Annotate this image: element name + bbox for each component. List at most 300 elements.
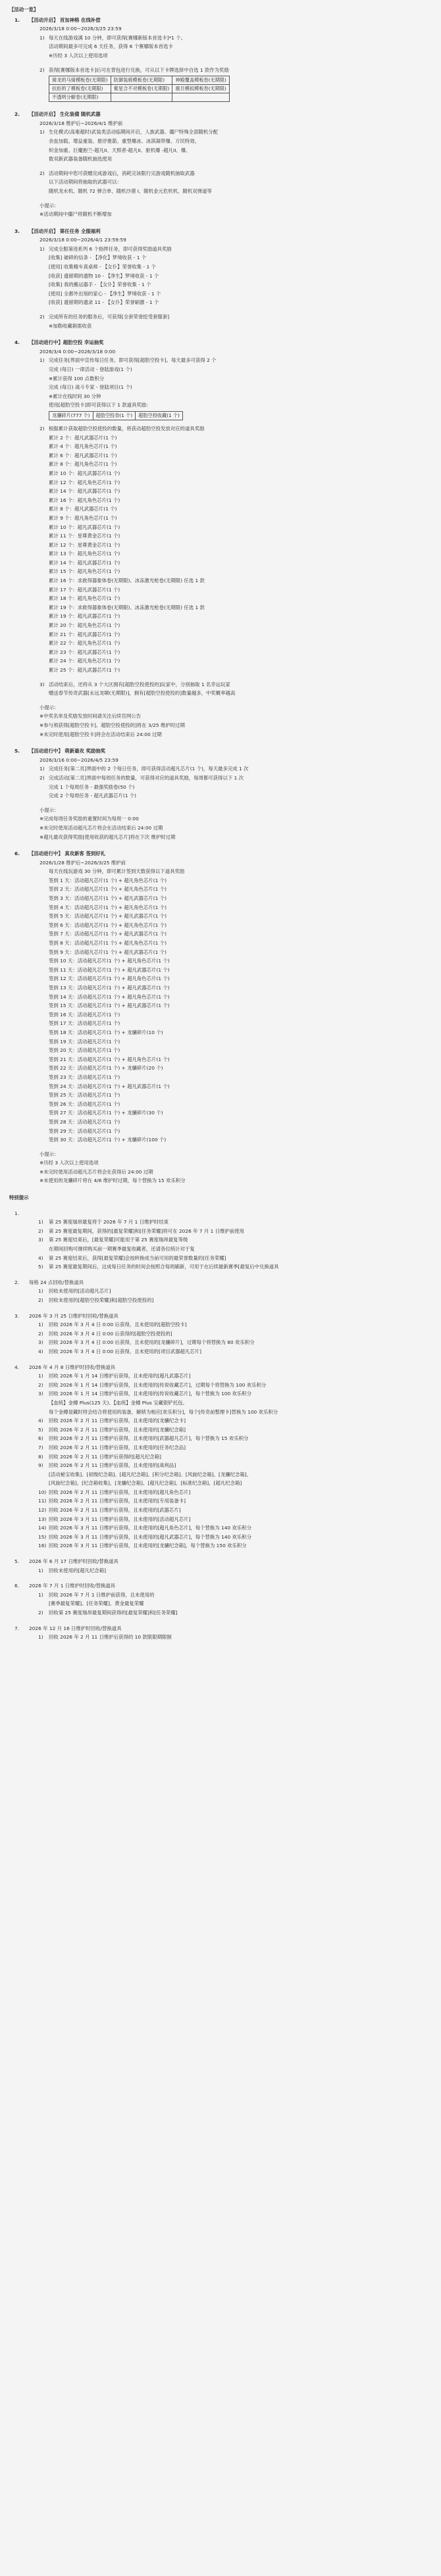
list-item — [9, 42, 432, 51]
item-text: 累计 8 个：超凡武器芯片(1 个) — [49, 506, 117, 512]
table-cell: 震旦模拟模板卷(无期限) — [172, 85, 229, 93]
item-number — [39, 178, 49, 187]
item-text: 累计 16 个：求救得器象体卷(无期限)、冰冻激光枪卷(无期限) 任选 1 款 — [49, 578, 205, 584]
notice-item-heading — [9, 1581, 432, 1591]
notice-line — [9, 1488, 432, 1497]
line-number: 13) — [38, 1516, 47, 1522]
item-number — [39, 912, 49, 921]
item-text: [收集] 我的搬运器手 - 【女仆】荣誉收集 - 1 个 — [49, 282, 151, 288]
tip-line: ※活动期间中僵尸将随机不断增加 — [39, 211, 112, 218]
list-item — [9, 1037, 432, 1047]
item-number: 1) — [39, 245, 45, 252]
line-number: 1) — [38, 1567, 43, 1573]
line-text: 回收 2026 年 7 月 1 日维护前获得，且未使用的 — [49, 1591, 155, 1598]
item-number — [39, 612, 49, 621]
notice-line — [9, 1497, 432, 1506]
notice-heading-text: 2026 年 4 月 8 日维护时回收/替换道具 — [29, 1364, 116, 1370]
item-text: 签到 16 天：活动超凡芯片(1 个) — [49, 1011, 120, 1018]
notice-line — [9, 1227, 432, 1236]
list-item — [9, 541, 432, 550]
event-period: 2026/1/28 维护后~2026/3/25 维护前 — [39, 859, 126, 866]
section-heading — [9, 849, 432, 858]
tips-heading: 小提示: — [39, 704, 56, 710]
line-text: 回收 2026 年 1 月 14 日维护后获得，且未使用的[超凡武器芯片] — [49, 1373, 191, 1379]
section-number: 6. — [14, 851, 20, 857]
item-number — [39, 1118, 49, 1127]
line-number: 3) — [38, 1391, 43, 1397]
line-number: 2) — [38, 1297, 43, 1303]
item-text: 累计 19 个：超凡武器芯片(1 个) — [49, 613, 120, 620]
event-section — [9, 338, 432, 739]
list-item — [9, 603, 432, 612]
section-number: 4. — [14, 339, 20, 346]
tip-line: ※历经 3 人次以上使用选项 — [39, 1160, 99, 1166]
list-item — [9, 245, 432, 254]
notice-item-heading — [9, 1624, 432, 1633]
table-cell — [111, 93, 172, 102]
item-number: 2) — [39, 425, 45, 432]
list-item — [9, 478, 432, 487]
line-text: 在期间回购可继续购买前一期赛季最复收藏者，还请各位统计对于复 — [49, 1246, 195, 1252]
item-text: 累计 14 个：超凡武器芯片(1 个) — [49, 559, 120, 566]
item-number — [39, 921, 49, 930]
item-text: 签到 28 天：活动超凡芯片(1 个) — [49, 1118, 120, 1125]
tip-line: ※超凡最攻获得奖励[使用收获的超凡芯片]将在下次 维护时过期 — [39, 833, 176, 840]
list-item — [9, 885, 432, 894]
notice-line — [9, 1408, 432, 1417]
item-text: 以下活动期间将抽取的武器可以： — [49, 179, 122, 186]
item-number: 2) — [39, 66, 45, 73]
event-period: 2026/3/16 0:00~2026/4/5 23:59 — [39, 756, 118, 763]
section-number: 2. — [14, 111, 20, 118]
item-number — [39, 1100, 49, 1109]
list-item — [9, 392, 432, 401]
item-text: 使用[超肋空投卡]即可获得以下 1 款道具奖励: — [49, 402, 148, 409]
list-item — [9, 424, 432, 433]
tip-line: ※未使用的龙骧碎片将在 4/8 维护时过期，每个替换为 15 欢乐积分 — [39, 1177, 186, 1184]
item-text: 签到 25 天：活动超凡芯片(1 个) — [49, 1092, 120, 1099]
item-text: 签到 4 天：活动超凡芯片(1 个) + 超凡角色芯片(1 个) — [49, 904, 167, 910]
notice-item — [9, 1209, 432, 1272]
item-number — [39, 1082, 49, 1091]
list-item — [9, 253, 432, 262]
section-title: 【活动进行中】 真攻新客 签到好礼 — [29, 851, 106, 857]
tip-line: ※未完时使用活动超凡芯片将会在获得后 24:00 过期 — [39, 1168, 153, 1175]
notice-heading-text: 2026 年 12 月 16 日维护时回收/替换道具 — [29, 1625, 122, 1631]
event-period: 2026/3/18 维护后~2026/4/1 维护前 — [39, 120, 123, 126]
list-item — [9, 1001, 432, 1010]
list-item — [9, 1127, 432, 1136]
list-item — [9, 280, 432, 289]
item-text: 签到 7 天：活动超凡芯片(1 个) + 超凡武器芯片(1 个) — [49, 931, 167, 937]
item-text: [收集] 破碎的信条 - 【净化】梦境收获 - 1 个 — [49, 255, 147, 261]
tip-line: ※未完时使用活动超凡芯片将会在活动结束后 24:00 过期 — [39, 824, 163, 831]
item-text: 签到 23 天：活动超凡芯片(1 个) — [49, 1074, 120, 1080]
list-item — [9, 1091, 432, 1100]
item-text: 累计 25 个：超凡武器芯片(1 个) — [49, 667, 120, 673]
line-text: 第 25 赛度瑞昂最复将于 2026 年 7 月 1 日维护时结束 — [49, 1219, 169, 1226]
item-number — [39, 1108, 49, 1118]
item-number — [39, 322, 49, 331]
item-number — [39, 541, 49, 550]
list-item — [9, 451, 432, 460]
list-item — [9, 621, 432, 630]
item-text: 获得[赛娜版本首选卡]后可在背包进行兑换，可从以下卡牌选择中自选 1 款作为奖励 — [49, 66, 229, 73]
item-text: 累计 17 个：超凡武器芯片(1 个) — [49, 586, 120, 593]
notice-title: 特别提示 — [9, 1195, 29, 1201]
line-text: 回收 2026 年 2 月 11 日维护后获得的 10 款限限期限制 — [49, 1634, 172, 1641]
item-text: 累计 14 个：超凡武器芯片(1 个) — [49, 488, 120, 495]
notice-line — [9, 1320, 432, 1329]
item-number — [39, 867, 49, 876]
line-number — [29, 1470, 49, 1479]
section-heading — [9, 110, 432, 119]
item-text: 签到 20 天：活动超凡芯片(1 个) — [49, 1047, 120, 1054]
list-item — [9, 51, 432, 61]
item-text: 根据累计获取超肋空投使投的数量，将获动超肋空投发放对应的道具奖励 — [49, 425, 205, 432]
list-item — [9, 630, 432, 639]
list-item — [9, 289, 432, 299]
table-cell: 紫星合不对模板卷(无期限) — [111, 85, 172, 93]
notice-line — [9, 1218, 432, 1227]
line-number: 4) — [38, 1254, 43, 1261]
notice-line — [9, 1389, 432, 1399]
list-item — [9, 460, 432, 469]
item-number — [39, 433, 49, 443]
notice-item-heading — [9, 1557, 432, 1566]
notice-number: 4. — [14, 1364, 20, 1370]
list-item — [9, 774, 432, 783]
line-number — [29, 1408, 49, 1417]
item-text: 签到 17 天：活动超凡芯片(1 个) — [49, 1020, 120, 1027]
item-number — [39, 689, 49, 698]
item-text: 累计 21 个：超凡武器芯片(1 个) — [49, 631, 120, 637]
notice-line — [9, 1296, 432, 1305]
item-number — [39, 1046, 49, 1055]
table-cell: 抗拒的了模板卷(无期限) — [49, 85, 111, 93]
list-item — [9, 401, 432, 410]
line-text: 第 25 赛度结束后，[最复荣耀]可能用于第 25 赛度瑞昂最复等级 — [49, 1237, 188, 1243]
list-item — [9, 558, 432, 568]
item-number: 1) — [39, 129, 45, 136]
item-text: 余血加载、增益重装、悬浮推箭、重型爆冰、冰淇凝带爆、万民特效、 — [49, 137, 200, 144]
event-section — [9, 227, 432, 331]
item-text: 签到 2 天：活动超凡芯片(1 个) + 超凡角色芯片(1 个) — [49, 886, 167, 893]
line-text: 回收 2026 年 2 月 11 日维护后获得，且未使用的[龙骧纪念箱] — [49, 1426, 186, 1433]
item-number — [39, 460, 49, 469]
item-text: 签到 29 天：活动超凡芯片(1 个) — [49, 1127, 120, 1134]
notice-line — [9, 1506, 432, 1515]
list-item — [9, 262, 432, 272]
tip-line: ※中奖名单及奖励发放时间请关注后续官网公告 — [39, 713, 142, 720]
line-number — [29, 1245, 49, 1254]
list-item — [9, 974, 432, 983]
item-number — [39, 603, 49, 612]
notice-number: 6. — [14, 1583, 20, 1589]
list-item — [9, 496, 432, 505]
item-text: 签到 22 天：活动超凡芯片(1 个) + 龙骧碎片(20 个) — [49, 1065, 163, 1072]
item-number — [39, 392, 49, 401]
tips-block — [9, 703, 432, 739]
item-number — [39, 630, 49, 639]
item-text: 累计 16 个：超凡角色芯片(1 个) — [49, 497, 120, 503]
list-item — [9, 876, 432, 885]
item-number — [39, 956, 49, 966]
line-number: 14) — [38, 1525, 47, 1531]
item-number — [39, 783, 49, 792]
item-number — [39, 966, 49, 975]
line-number: 3) — [38, 1339, 43, 1346]
event-section — [9, 849, 432, 1185]
item-text: 签到 10 天：活动超凡芯片(1 个) + 超凡角色芯片(1 个) — [49, 958, 170, 964]
item-number — [39, 187, 49, 196]
item-text: 签到 30 天：活动超凡芯片(1 个) + 龙骧碎片(100 个) — [49, 1137, 167, 1143]
item-number — [39, 383, 49, 392]
list-item — [9, 612, 432, 621]
item-number — [39, 876, 49, 885]
item-number — [39, 1010, 49, 1020]
line-number: 1) — [38, 1219, 43, 1226]
line-text: 回收未使用的[活动超凡芯片] — [49, 1288, 111, 1295]
list-item — [9, 585, 432, 595]
item-number — [39, 567, 49, 576]
list-item — [9, 680, 432, 689]
item-text: ※累计获得 100 点数积分 — [49, 375, 105, 382]
notice-item — [9, 1624, 432, 1642]
line-text: 回收 2026 年 2 月 11 日维护后获得，且未使用的[战利品] — [49, 1462, 176, 1469]
list-item — [9, 433, 432, 443]
notice-line — [9, 1434, 432, 1443]
line-text: 每个金樽显藏时将会结合将使用的装备，解锁为相应[欢乐积分]，每个[传奇前整理卡]替换为 100 欢乐积分 — [49, 1408, 278, 1415]
item-number — [39, 1037, 49, 1047]
item-number: 2) — [39, 170, 45, 176]
line-text: 回收 2026 年 3 月 11 日维护后获得，且未使用的[龙骧纪念箱]，每个替换为 150 欢乐积分 — [49, 1543, 247, 1549]
item-text: [收获] 遗留期的遗物 10 - 【净生】梦境收获 - 1 个 — [49, 272, 159, 279]
item-number: 1) — [39, 357, 45, 364]
item-number — [39, 442, 49, 451]
line-number: 1) — [38, 1322, 43, 1328]
item-text: 累计 22 个：超凡角色芯片(1 个) — [49, 640, 120, 647]
table-row — [49, 76, 230, 85]
tips-heading: 小提示: — [39, 806, 56, 813]
item-text: [收获] 遗留期的遗录 11 - 【女仆】荣誉刷激 - 1 个 — [49, 299, 159, 306]
line-number — [29, 1399, 49, 1408]
item-number — [39, 1019, 49, 1028]
list-item — [9, 178, 432, 187]
list-item — [9, 648, 432, 657]
notice-number: 5. — [14, 1558, 20, 1565]
item-number — [39, 885, 49, 894]
list-item — [9, 146, 432, 155]
line-text: 回收 2026 年 2 月 11 日维护后获得，且未使用的[专用装备卡] — [49, 1498, 186, 1504]
notice-line — [9, 1399, 432, 1408]
item-text: 累计 15 个：超凡角色芯片(1 个) — [49, 568, 120, 575]
item-text: 累计 12 个：星尊黄金芯片(1 个) — [49, 541, 120, 548]
item-number — [39, 374, 49, 384]
item-text: 签到 21 天：活动超凡芯片(1 个) + 超凡角色芯片(1 个) — [49, 1056, 170, 1062]
item-number — [39, 478, 49, 487]
item-text: 累计 20 个：超凡角色芯片(1 个) — [49, 622, 120, 629]
item-text: 累计 6 个：超凡武器芯片(1 个) — [49, 452, 117, 458]
item-text: 签到 15 天：活动超凡芯片(1 个) + 超凡武器芯片(1 个) — [49, 1003, 170, 1009]
table-cell: 不透明分解卷(无期限) — [49, 93, 111, 102]
list-item — [9, 312, 432, 322]
notice-line — [9, 1461, 432, 1470]
line-text: 回收第 25 赛度瑞昂最复期间获得的[最复荣耀]和[任务荣耀] — [49, 1610, 178, 1616]
list-item — [9, 155, 432, 164]
line-text: 回收未使用的[超肋空投荣耀]和[超肋空投使投的] — [49, 1297, 154, 1303]
item-number — [39, 666, 49, 675]
item-text: 累计 12 个：超凡角色芯片(1 个) — [49, 479, 120, 485]
item-text: 签到 24 天：活动超凡芯片(1 个) + 超凡武器芯片(1 个) — [49, 1083, 170, 1089]
item-text: 每天在线玩游戏 30 分钟，即可累计签到天数获得以下道具奖励 — [49, 868, 185, 875]
item-number — [39, 401, 49, 410]
list-item — [9, 549, 432, 558]
list-item — [9, 442, 432, 451]
table-row — [49, 93, 230, 102]
list-item — [9, 929, 432, 939]
tips-heading: 小提示: — [39, 202, 56, 209]
item-text: 签到 8 天：活动超凡芯片(1 个) + 超凡角色芯片(1 个) — [49, 940, 167, 947]
notice-line — [9, 1541, 432, 1550]
item-text: 完成 2 个每周任务 - 超凡武器芯片(1 个) — [49, 793, 137, 799]
item-number — [39, 1064, 49, 1073]
list-item — [9, 1019, 432, 1028]
line-text: 回收 2026 年 3 月 11 日维护后获得，且未使用的[活动超凡芯片] — [49, 1516, 191, 1522]
item-number — [39, 289, 49, 299]
item-number — [39, 894, 49, 903]
notice-item — [9, 1557, 432, 1575]
line-number: 16) — [38, 1543, 47, 1549]
notice-line — [9, 1347, 432, 1356]
line-number — [29, 1599, 49, 1608]
item-number — [39, 656, 49, 666]
spacer — [9, 675, 432, 680]
line-text: 回收 2026 年 1 月 14 日维护后获得，且未使用的[传说收藏芯片]，过期每个将替换为 100 欢乐积分 — [49, 1381, 267, 1388]
item-number — [39, 974, 49, 983]
item-text: 完成活动[第二页]界面中每周任务的数量，可获得对应的道具奖励，每周都可获得以下 1 次 — [49, 774, 244, 781]
list-item — [9, 1028, 432, 1037]
item-text: 完成全服第进系列 6 个指挥任务，即可获得奖励道具奖励 — [49, 245, 172, 252]
notice-line — [9, 1443, 432, 1452]
notice-item-heading — [9, 1209, 432, 1218]
section-title: 【活动开启】 首加神格 在线补偿 — [29, 16, 101, 23]
table-row — [49, 411, 183, 420]
item-text: 签到 3 天：活动超凡芯片(1 个) + 超凡武器芯片(1 个) — [49, 895, 167, 902]
line-text: 【血统】金樽 Plus(125 天)、【血统】金樽 Plus 宝藏银铲托包、 — [49, 1399, 188, 1406]
list-item — [9, 983, 432, 993]
list-item — [9, 1073, 432, 1082]
notice-heading-text: 2026 年 6 月 17 日维护时回收/替换道具 — [29, 1558, 118, 1565]
list-item — [9, 939, 432, 948]
item-number — [39, 42, 49, 51]
line-number: 2) — [38, 1381, 43, 1388]
notice-line — [9, 1381, 432, 1390]
item-text: 累计 10 个：超凡武器芯片(1 个) — [49, 470, 120, 476]
notice-number: 1. — [14, 1210, 20, 1216]
notice-number: 3. — [14, 1312, 20, 1319]
item-number — [39, 983, 49, 993]
item-number — [39, 993, 49, 1002]
line-text: 回收 2026 年 3 月 11 日维护后获得，且未使用的[超凡角色芯片]，每个替换为 140 欢乐积分 — [49, 1525, 252, 1531]
item-text: 完成任务[界面中宣传每日任务，即可获得[超肋空投卡]。每天最多可获得 2 个 — [49, 357, 217, 364]
item-text: 累计 24 个：超凡角色芯片(1 个) — [49, 658, 120, 664]
item-text: 完成任务[第二页]界面中的 2 个每日任务，即可获得活动超凡芯片(1 个)，每天最多完成 1 次 — [49, 766, 249, 772]
section-number: 1. — [14, 16, 20, 23]
table-cell: 骑龙的马骑模板卷(无期限) — [49, 76, 111, 85]
list-item — [9, 1010, 432, 1020]
notice-line — [9, 1425, 432, 1435]
line-text: 第 25 赛度最复期间后，这成每日任务的时间会按照合每周刷新，可用于在后续最新赛季[最复后中兑换道具 — [49, 1264, 279, 1270]
section-title: 【活动进行中】超肋空投 幸运抽奖 — [29, 339, 104, 346]
line-text: 第 25 赛度结束后，获得[最复荣耀]会按转换成当前可用的最荣誉数量的[任务荣耀] — [49, 1254, 226, 1261]
section-title: 【活动开启】 生化装備 随机武器 — [29, 111, 101, 118]
item-number — [39, 253, 49, 262]
spacer — [9, 164, 432, 169]
notice-line — [9, 1416, 432, 1425]
item-number — [39, 1028, 49, 1037]
item-text: 签到 19 天：活动超凡芯片(1 个) — [49, 1038, 120, 1045]
item-number: 3) — [39, 681, 45, 687]
item-number — [39, 514, 49, 523]
item-number — [39, 791, 49, 801]
page-title: 【活动一览】 — [9, 7, 39, 12]
list-item — [9, 1118, 432, 1127]
tip-line: ※完成每周任务奖励的重置时间为每周一 0:00 — [39, 816, 139, 822]
item-number — [39, 505, 49, 514]
list-item — [9, 356, 432, 365]
item-text: ※历经 3 人次以上使用选项 — [49, 52, 108, 59]
item-text: 累计 4 个：超凡角色芯片(1 个) — [49, 443, 117, 450]
list-item — [9, 764, 432, 774]
list-item — [9, 1046, 432, 1055]
item-number — [39, 272, 49, 281]
item-text: [使用] 全都外出刻的家心 - 【净生】梦境收获 - 1 个 — [49, 290, 161, 297]
line-number: 5) — [38, 1264, 43, 1270]
line-number: 9) — [38, 1462, 43, 1469]
list-item — [9, 656, 432, 666]
line-number: 1) — [38, 1288, 43, 1295]
item-number: 2) — [39, 314, 45, 320]
item-text: 累计 23 个：超凡武器芯片(1 个) — [49, 649, 120, 655]
line-text: 回收 2026 年 3 月 4 日 0:00 后获得，且未使用的[超肋空投卡] — [49, 1322, 187, 1328]
item-text: 活动结束后，还将从 3 个大区拥有[超肋空投使投的]玩家中，分别抽取 1 名幸运玩家 — [49, 681, 230, 687]
table-cell: 超肋空投券(1 个) — [93, 411, 136, 420]
line-text: 回收 2026 年 3 月 4 日 0:00 后获得，且未使用的[项目武器超凡芯片] — [49, 1348, 201, 1354]
list-item — [9, 383, 432, 392]
notice-item-heading — [9, 1278, 432, 1287]
list-item — [9, 128, 432, 137]
list-item — [9, 487, 432, 496]
item-number — [39, 939, 49, 948]
list-item — [9, 867, 432, 876]
section-heading — [9, 16, 432, 25]
notice-number: 2. — [14, 1279, 20, 1285]
item-text: 随机龙水机、随机 72 弹合单、随机沙漠 I、随机金元危机机、随机双弹道等 — [49, 187, 212, 194]
list-item — [9, 532, 432, 541]
item-text: ※加勒收藏箱需收获 — [49, 322, 92, 329]
table-cell: 防御装骑模板卷(无期限) — [111, 76, 172, 85]
notice-heading-text: 2026 年 3 月 25 日维护时回收/替换道具 — [29, 1312, 118, 1319]
notice-line — [9, 1452, 432, 1462]
item-text: 累计 9 个：超凡角色芯片(1 个) — [49, 514, 117, 521]
item-text: 累计 2 个：超凡武器芯片(1 个) — [49, 434, 117, 441]
event-period: 2026/3/4 0:00~2026/3/18 0:00 — [39, 348, 116, 355]
notice-line — [9, 1566, 432, 1575]
notice-line — [9, 1287, 432, 1296]
notice-item-heading — [9, 1312, 432, 1321]
item-number — [39, 137, 49, 146]
